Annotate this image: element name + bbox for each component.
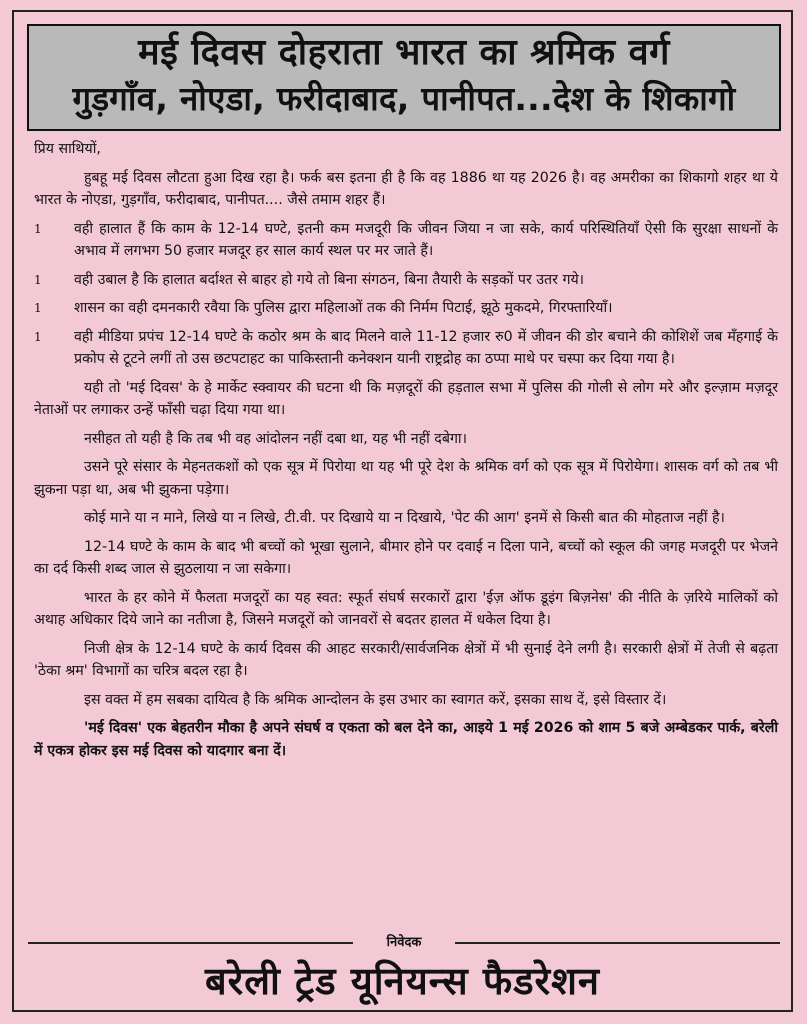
paragraph: भारत के हर कोने में फैलता मजदूरों का यह स्वत: स्फूर्त संघर्ष सरकारों द्वारा 'ईज़ ऑफ डूइंग बिज़नेस' की नीति के ज़रिये मालिकों को अथाह अधिकार दिये जाने का नतीजा है, जिसने मजदूरों को जानवरों से बदतर हालत में धकेल दिया है। bbox=[34, 589, 778, 628]
bullet-marker: 1 bbox=[34, 301, 42, 315]
paragraph: निजी क्षेत्र के 12-14 घण्टे के कार्य दिवस की आहट सरकारी/सार्वजनिक क्षेत्रों में भी सुनाई देने लगी है। सरकारी क्षेत्रों में तेजी से बढ़ता 'ठेका श्रम' विभागों का चरित्र बदल रहा है। bbox=[34, 640, 778, 679]
bullet-marker: 1 bbox=[34, 329, 42, 344]
paragraph: यही तो 'मई दिवस' के हे मार्केट स्क्वायर की घटना थी कि मज़दूरों की हड़ताल सभा में पुलिस की गोली से लोग मरे और इल्ज़ाम मज़दूर नेताओं पर लगाकर उन्हें फाँसी चढ़ा दिया गया था। bbox=[34, 379, 778, 418]
bullet-text: वही हालात हैं कि काम के 12-14 घण्टे, इतनी कम मजदूरी कि जीवन जिया न जा सके, कार्य परिस्थितियाँ ऐसी कि सुरक्षा साधनों के अभाव में लगभग 50 हजार मजदूर हर साल कार्य स्थल पर मर जाते हैं। bbox=[74, 220, 778, 259]
bullet-marker: 1 bbox=[34, 221, 42, 236]
paragraph: इस वक्त में हम सबका दायित्व है कि श्रमिक आन्दोलन के इस उभार का स्वागत करें, इसका साथ दें, इसे विस्तार दें। bbox=[84, 691, 667, 708]
headline-line-1: मई दिवस दोहराता भारत का श्रमिक वर्ग bbox=[138, 32, 670, 73]
intro-paragraph: हुबहू मई दिवस लौटता हुआ दिख रहा है। फर्क बस इतना ही है कि वह 1886 था यह 2026 है। वह अमरीका का शिकागो शहर था ये भारत के नोएडा, गुड़गाँव, फरीदाबाद, पानीपत.... जैसे तमाम शहर हैं। bbox=[34, 169, 778, 208]
bullet-text: वही उबाल है कि हालात बर्दाश्त से बाहर हो गये तो बिना संगठन, बिना तैयारी के सड़कों पर उतर गये। bbox=[74, 271, 585, 288]
salutation: प्रिय साथियों, bbox=[34, 141, 101, 157]
paragraph: नसीहत तो यही है कि तब भी वह आंदोलन नहीं दबा था, यह भी नहीं दबेगा। bbox=[84, 430, 467, 447]
bullet-marker: 1 bbox=[34, 272, 42, 287]
bullet-text: वही मीडिया प्रपंच 12-14 घण्टे के कठोर श्रम के बाद मिलने वाले 11-12 हजार रु0 में जीवन की डोर बचाने की कोशिशें जब मँहगाई के प्रकोप से टूटने लगीं तो उस छटपटाहट का पाकिस्तानी कनेक्शन यानी राष्ट्रद्रोह का ठप्पा माथे पर चस्पा कर दिया गया है। bbox=[74, 328, 778, 367]
bullet-text: शासन का वही दमनकारी रवैया कि पुलिस द्वारा महिलाओं तक की निर्मम पिटाई, झूठे मुकदमे, गिरफ्तारियाँ। bbox=[74, 300, 613, 316]
paragraph: 12-14 घण्टे के काम के बाद भी बच्चों को भूखा सुलाने, बीमार होने पर दवाई न दिला पाने, बच्चों को स्कूल की जगह मजदूरी पर भेजने का दर्द किसी शब्द जाल से झुठलाया न जा सकेगा। bbox=[34, 538, 778, 577]
paragraph: उसने पूरे संसार के मेहनतकशों को एक सूत्र में पिरोया था यह भी पूरे देश के श्रमिक वर्ग को एक सूत्र में पिरोयेगा। शासक वर्ग को तब भी झुकना पड़ा था, अब भी झुकना पड़ेगा। bbox=[34, 459, 778, 498]
nivedak-divider bbox=[28, 934, 780, 950]
organization-name: बरेली ट्रेड यूनियन्स फैडरेशन bbox=[204, 959, 601, 1003]
headline-box bbox=[27, 24, 781, 131]
paragraph: कोई माने या न माने, लिखे या न लिखे, टी.वी. पर दिखाये या न दिखाये, 'पेट की आग' इनमें से किसी बात की मोहताज नहीं है। bbox=[84, 510, 725, 526]
divider-rule-right bbox=[455, 942, 780, 944]
headline-line-2: गुड़गाँव, नोएडा, फरीदाबाद, पानीपत...देश के शिकागो bbox=[72, 79, 736, 118]
bullet-item bbox=[34, 269, 778, 292]
final-appeal: 'मई दिवस' एक बेहतरीन मौका है अपने संघर्ष व एकता को बल देने का, आइये 1 मई 2026 को शाम 5 बजे अम्बेडकर पार्क, बरेली में एकत्र होकर इस मई दिवस को यादगार बना दें। bbox=[34, 720, 778, 759]
bullet-item bbox=[34, 297, 778, 320]
bullet-item bbox=[34, 218, 778, 263]
nivedak-label: निवेदक bbox=[386, 935, 422, 950]
letter-body bbox=[34, 138, 778, 768]
bullet-item bbox=[34, 326, 778, 371]
